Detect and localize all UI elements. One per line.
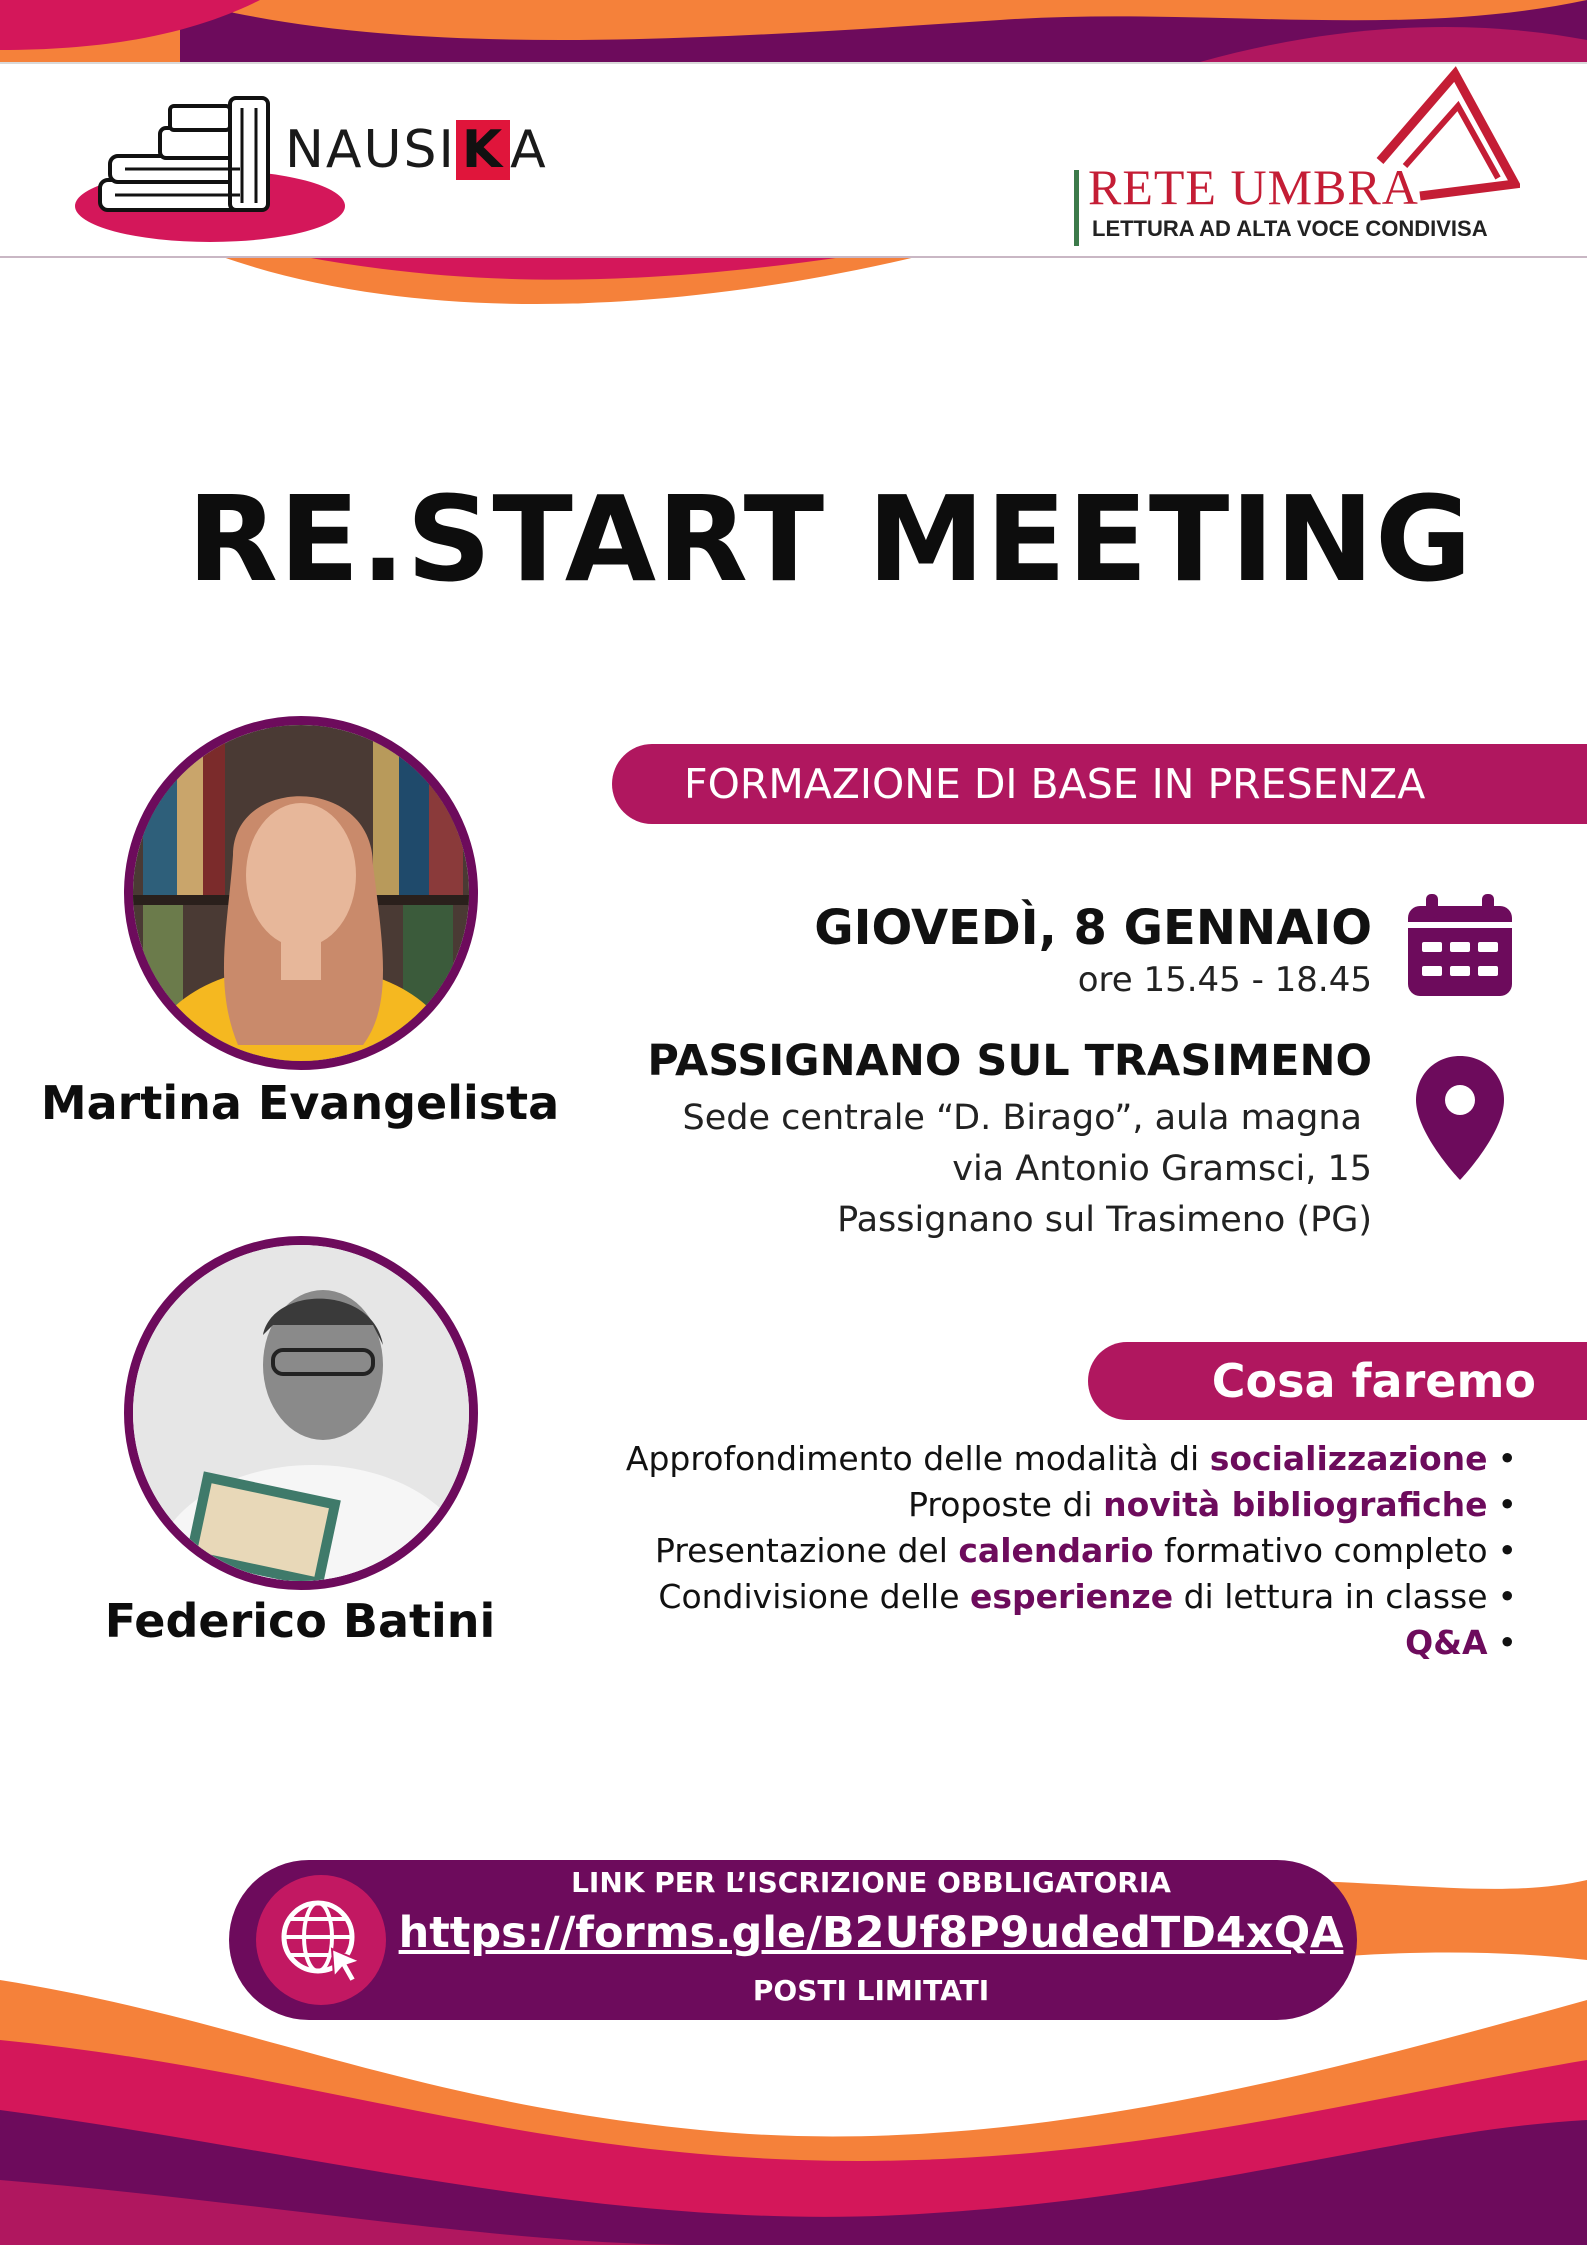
event-date: GIOVEDÌ, 8 GENNAIO (814, 900, 1372, 956)
speaker-name-federico: Federico Batini (104, 1594, 496, 1648)
page-title: RE.START MEETING (187, 470, 1473, 608)
globe-cursor-icon (256, 1875, 386, 2005)
activities-list (626, 1436, 1517, 1666)
speaker-photo-federico (124, 1236, 478, 1590)
speaker-name-martina: Martina Evangelista (40, 1076, 560, 1130)
rete-umbra-title: RETE UMBRA (1088, 159, 1419, 215)
rete-logo-bar (1074, 170, 1079, 246)
event-time: ore 15.45 - 18.45 (1077, 960, 1372, 1000)
list-item: Q&A • (1405, 1623, 1517, 1662)
portrait-woman (133, 725, 469, 1061)
rete-umbra-subtitle: LETTURA AD ALTA VOCE CONDIVISA (1092, 216, 1488, 241)
registration-note: POSTI LIMITATI (752, 1974, 990, 2007)
registration-link[interactable]: https://forms.gle/B2Uf8P9udedTD4xQA (398, 1908, 1344, 1958)
calendar-icon (1404, 892, 1516, 1000)
list-item: Presentazione del calendario formativo completo • (655, 1531, 1517, 1570)
speaker-photo-martina (124, 716, 478, 1070)
list-item: Proposte di novità bibliografiche • (908, 1485, 1517, 1524)
training-type-pill: FORMAZIONE DI BASE IN PRESENZA (612, 744, 1587, 824)
activities-heading: Cosa faremo (1088, 1342, 1587, 1420)
portrait-man (133, 1245, 469, 1581)
map-pin-icon (1414, 1054, 1506, 1182)
address-line: via Antonio Gramsci, 15 (952, 1149, 1372, 1189)
registration-label: LINK PER L’ISCRIZIONE OBBLIGATORIA (571, 1866, 1171, 1899)
nausika-wordmark-text: NAUSI K A (285, 120, 548, 180)
address-line: Sede centrale “D. Birago”, aula magna (682, 1098, 1362, 1138)
list-item: Condivisione delle esperienze di lettura in classe • (658, 1577, 1517, 1616)
list-item: Approfondimento delle modalità di socializzazione • (625, 1439, 1517, 1478)
nausika-wordmark (285, 120, 548, 180)
address-line: Passignano sul Trasimeno (PG) (837, 1200, 1372, 1240)
event-place: PASSIGNANO SUL TRASIMENO (647, 1036, 1372, 1086)
